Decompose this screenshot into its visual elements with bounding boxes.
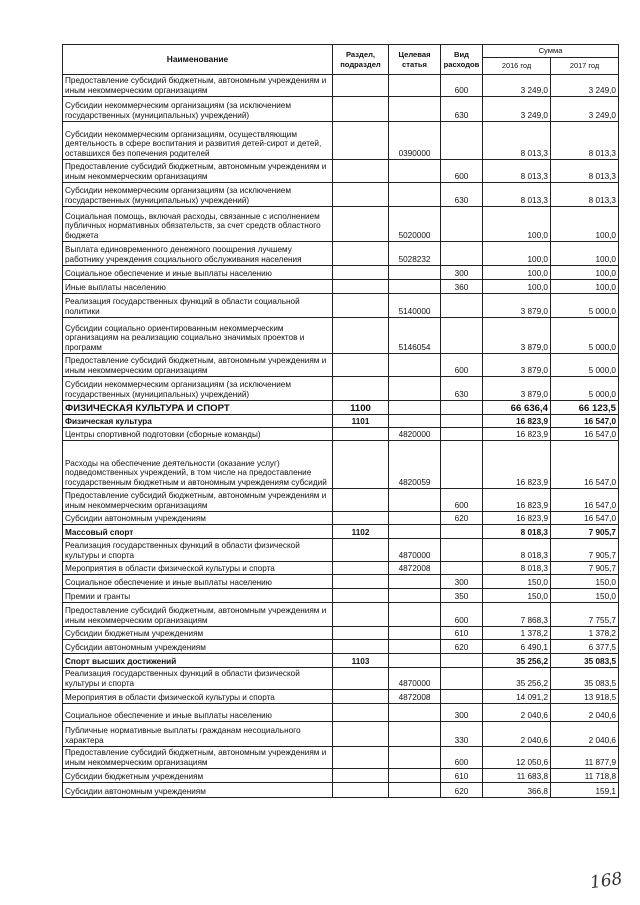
row-type: 300 [441, 575, 483, 589]
row-type: 630 [441, 183, 483, 207]
header-section: Раздел, подраздел [333, 45, 389, 75]
row-sum-2017: 66 123,5 [551, 401, 619, 415]
row-sum-2016: 100,0 [483, 266, 551, 280]
row-target: 5020000 [389, 207, 441, 242]
row-section [333, 377, 389, 401]
row-name: Центры спортивной подготовки (сборные команды) [63, 428, 333, 441]
row-name: Предоставление субсидий бюджетным, автономным учреждениям и иным некоммерческим организациям [63, 603, 333, 627]
header-target: Целевая статья [389, 45, 441, 75]
table-row [63, 589, 619, 603]
table-row [63, 354, 619, 377]
row-target [389, 160, 441, 183]
row-sum-2017: 11 718,8 [551, 769, 619, 783]
row-sum-2017: 6 377,5 [551, 640, 619, 654]
row-target: 5140000 [389, 294, 441, 318]
row-type: 300 [441, 266, 483, 280]
row-target [389, 603, 441, 627]
row-target [389, 512, 441, 525]
row-sum-2016: 8 018,3 [483, 562, 551, 575]
row-type: 600 [441, 489, 483, 512]
row-sum-2017: 16 547,0 [551, 441, 619, 489]
row-type: 610 [441, 627, 483, 640]
row-name: Реализация государственных функций в области физической культуры и спорта [63, 539, 333, 562]
budget-page [62, 44, 618, 798]
table-row [63, 575, 619, 589]
row-type: 350 [441, 589, 483, 603]
row-name: Реализация государственных функций в области социальной политики [63, 294, 333, 318]
row-sum-2016: 3 879,0 [483, 377, 551, 401]
row-name: Субсидии бюджетным учреждениям [63, 769, 333, 783]
row-sum-2017: 5 000,0 [551, 354, 619, 377]
row-type: 620 [441, 512, 483, 525]
row-sum-2017: 7 755,7 [551, 603, 619, 627]
table-row [63, 160, 619, 183]
row-type [441, 428, 483, 441]
row-sum-2017: 11 877,9 [551, 747, 619, 769]
row-type: 600 [441, 354, 483, 377]
row-sum-2017: 7 905,7 [551, 562, 619, 575]
row-type [441, 401, 483, 415]
row-sum-2017: 5 000,0 [551, 318, 619, 354]
row-sum-2016: 3 249,0 [483, 75, 551, 97]
row-target [389, 722, 441, 747]
row-sum-2017: 8 013,3 [551, 122, 619, 160]
row-type [441, 318, 483, 354]
row-section [333, 575, 389, 589]
row-type: 620 [441, 640, 483, 654]
row-sum-2016: 100,0 [483, 280, 551, 294]
row-sum-2016: 66 636,4 [483, 401, 551, 415]
row-sum-2017: 3 249,0 [551, 97, 619, 122]
row-name: Социальное обеспечение и иные выплаты населению [63, 575, 333, 589]
row-name: Субсидии бюджетным учреждениям [63, 627, 333, 640]
header-year-2017: 2017 год [551, 58, 619, 75]
row-target [389, 704, 441, 722]
row-sum-2016: 1 378,2 [483, 627, 551, 640]
row-section [333, 769, 389, 783]
row-name: Выплата единовременного денежного поощрения лучшему работнику учреждения социального обслуживания населения [63, 242, 333, 266]
row-section: 1100 [333, 401, 389, 415]
row-section [333, 97, 389, 122]
row-target [389, 627, 441, 640]
row-target [389, 401, 441, 415]
row-sum-2016: 366,8 [483, 783, 551, 798]
row-name: Субсидии некоммерческим организациям (за исключением государственных (муниципальных) учреждений) [63, 97, 333, 122]
header-name: Наименование [63, 45, 333, 75]
row-sum-2016: 16 823,9 [483, 441, 551, 489]
row-target [389, 589, 441, 603]
row-section: 1102 [333, 525, 389, 539]
table-row [63, 722, 619, 747]
row-sum-2016: 100,0 [483, 207, 551, 242]
row-sum-2017: 16 547,0 [551, 512, 619, 525]
row-section [333, 207, 389, 242]
row-sum-2016: 8 018,3 [483, 539, 551, 562]
row-section [333, 242, 389, 266]
row-section [333, 354, 389, 377]
row-section [333, 690, 389, 704]
row-target [389, 97, 441, 122]
row-sum-2016: 150,0 [483, 575, 551, 589]
table-row [63, 640, 619, 654]
table-row [63, 377, 619, 401]
row-sum-2017: 16 547,0 [551, 489, 619, 512]
table-row [63, 207, 619, 242]
row-type [441, 668, 483, 690]
row-sum-2016: 8 013,3 [483, 122, 551, 160]
table-row [63, 525, 619, 539]
row-name: Субсидии некоммерческим организациям (за исключением государственных (муниципальных) учреждений) [63, 183, 333, 207]
table-row [63, 280, 619, 294]
row-target [389, 377, 441, 401]
row-section [333, 441, 389, 489]
table-row [63, 401, 619, 415]
row-target: 4820059 [389, 441, 441, 489]
row-sum-2017: 8 013,3 [551, 160, 619, 183]
row-sum-2017: 13 918,5 [551, 690, 619, 704]
row-sum-2017: 5 000,0 [551, 377, 619, 401]
table-row [63, 690, 619, 704]
row-name: Социальная помощь, включая расходы, связанные с исполнением публичных нормативных обязательств, за счет средств областного бюджета [63, 207, 333, 242]
row-sum-2016: 16 823,9 [483, 489, 551, 512]
row-target [389, 747, 441, 769]
table-body [63, 75, 619, 798]
row-sum-2016: 3 879,0 [483, 294, 551, 318]
row-type: 620 [441, 783, 483, 798]
row-section [333, 747, 389, 769]
table-row [63, 441, 619, 489]
table-row [63, 654, 619, 668]
row-name: Иные выплаты населению [63, 280, 333, 294]
row-type: 630 [441, 377, 483, 401]
table-row [63, 75, 619, 97]
row-sum-2017: 2 040,6 [551, 704, 619, 722]
table-row [63, 183, 619, 207]
table-row [63, 539, 619, 562]
row-section [333, 589, 389, 603]
row-section [333, 704, 389, 722]
row-name: Расходы на обеспечение деятельности (оказание услуг) подведомственных учреждений, в том числе на предоставление государственным бюджетным и автономным учреждениям субсидий [63, 441, 333, 489]
row-type: 600 [441, 603, 483, 627]
row-target: 4820000 [389, 428, 441, 441]
row-name: Субсидии автономным учреждениям [63, 640, 333, 654]
row-section [333, 539, 389, 562]
row-type: 600 [441, 75, 483, 97]
row-target [389, 769, 441, 783]
row-target [389, 266, 441, 280]
budget-table [62, 44, 619, 798]
row-sum-2017: 5 000,0 [551, 294, 619, 318]
row-sum-2016: 16 823,9 [483, 428, 551, 441]
row-sum-2016: 16 823,9 [483, 512, 551, 525]
row-target: 4872008 [389, 562, 441, 575]
row-type: 360 [441, 280, 483, 294]
row-sum-2016: 35 256,2 [483, 668, 551, 690]
table-row [63, 266, 619, 280]
row-type [441, 654, 483, 668]
row-type [441, 690, 483, 704]
row-type: 630 [441, 97, 483, 122]
row-sum-2016: 11 683,8 [483, 769, 551, 783]
row-target [389, 354, 441, 377]
row-name: Предоставление субсидий бюджетным, автономным учреждениям и иным некоммерческим организациям [63, 489, 333, 512]
row-sum-2017: 8 013,3 [551, 183, 619, 207]
row-name: Предоставление субсидий бюджетным, автономным учреждениям и иным некоммерческим организациям [63, 75, 333, 97]
table-row [63, 704, 619, 722]
row-name: Субсидии некоммерческим организациям (за исключением государственных (муниципальных) учреждений) [63, 377, 333, 401]
row-sum-2016: 6 490,1 [483, 640, 551, 654]
row-name: Спорт высших достижений [63, 654, 333, 668]
row-sum-2016: 2 040,6 [483, 704, 551, 722]
row-sum-2016: 7 868,3 [483, 603, 551, 627]
row-section [333, 489, 389, 512]
table-row [63, 318, 619, 354]
row-target [389, 640, 441, 654]
row-section [333, 75, 389, 97]
row-type [441, 562, 483, 575]
row-name: Публичные нормативные выплаты гражданам несоциального характера [63, 722, 333, 747]
row-section [333, 603, 389, 627]
row-target [389, 654, 441, 668]
row-target: 0390000 [389, 122, 441, 160]
row-type: 600 [441, 747, 483, 769]
row-sum-2017: 35 083,5 [551, 654, 619, 668]
row-name: Предоставление субсидий бюджетным, автономным учреждениям и иным некоммерческим организациям [63, 747, 333, 769]
row-sum-2016: 12 050,6 [483, 747, 551, 769]
header-year-2016: 2016 год [483, 58, 551, 75]
row-name: Мероприятия в области физической культуры и спорта [63, 562, 333, 575]
table-row [63, 97, 619, 122]
row-sum-2016: 14 091,2 [483, 690, 551, 704]
table-row [63, 122, 619, 160]
row-type: 600 [441, 160, 483, 183]
row-sum-2016: 16 823,9 [483, 415, 551, 428]
row-name: Премии и гранты [63, 589, 333, 603]
row-name: Физическая культура [63, 415, 333, 428]
row-name: Социальное обеспечение и иные выплаты населению [63, 704, 333, 722]
row-name: Субсидии автономным учреждениям [63, 783, 333, 798]
row-type: 610 [441, 769, 483, 783]
row-section: 1103 [333, 654, 389, 668]
row-section [333, 160, 389, 183]
row-section [333, 722, 389, 747]
row-section [333, 318, 389, 354]
row-name: Субсидии автономным учреждениям [63, 512, 333, 525]
table-row [63, 627, 619, 640]
row-name: Массовый спорт [63, 525, 333, 539]
table-row [63, 512, 619, 525]
table-row [63, 428, 619, 441]
table-row [63, 783, 619, 798]
row-target [389, 280, 441, 294]
row-target: 5028232 [389, 242, 441, 266]
row-sum-2016: 100,0 [483, 242, 551, 266]
row-sum-2016: 3 879,0 [483, 354, 551, 377]
row-target [389, 415, 441, 428]
row-sum-2016: 8 018,3 [483, 525, 551, 539]
row-sum-2016: 3 249,0 [483, 97, 551, 122]
row-name: Реализация государственных функций в области физической культуры и спорта [63, 668, 333, 690]
row-target: 5146054 [389, 318, 441, 354]
row-target: 4870000 [389, 539, 441, 562]
row-target [389, 575, 441, 589]
table-row [63, 769, 619, 783]
row-target [389, 183, 441, 207]
row-section [333, 668, 389, 690]
row-sum-2017: 159,1 [551, 783, 619, 798]
row-section [333, 266, 389, 280]
row-section [333, 640, 389, 654]
row-target [389, 525, 441, 539]
row-type [441, 122, 483, 160]
row-type [441, 441, 483, 489]
row-type [441, 539, 483, 562]
table-row [63, 747, 619, 769]
row-type [441, 525, 483, 539]
row-name: Социальное обеспечение и иные выплаты населению [63, 266, 333, 280]
row-target [389, 75, 441, 97]
table-row [63, 603, 619, 627]
row-sum-2017: 2 040,6 [551, 722, 619, 747]
row-name: Предоставление субсидий бюджетным, автономным учреждениям и иным некоммерческим организациям [63, 354, 333, 377]
row-sum-2017: 1 378,2 [551, 627, 619, 640]
row-sum-2016: 8 013,3 [483, 183, 551, 207]
row-section [333, 122, 389, 160]
page-number: 168 [588, 868, 624, 894]
header-sum: Сумма [483, 45, 619, 58]
row-sum-2016: 2 040,6 [483, 722, 551, 747]
row-sum-2017: 100,0 [551, 280, 619, 294]
row-sum-2017: 16 547,0 [551, 428, 619, 441]
row-section [333, 294, 389, 318]
table-row [63, 294, 619, 318]
row-name: Предоставление субсидий бюджетным, автономным учреждениям и иным некоммерческим организациям [63, 160, 333, 183]
row-sum-2017: 35 083,5 [551, 668, 619, 690]
row-section [333, 280, 389, 294]
header-type: Вид расходов [441, 45, 483, 75]
row-sum-2017: 100,0 [551, 266, 619, 280]
row-name: Субсидии некоммерческим организациям, осуществляющим деятельность в сфере воспитания и развития детей-сирот и детей, оставшихся без попечения родителей [63, 122, 333, 160]
row-sum-2017: 150,0 [551, 575, 619, 589]
row-sum-2017: 100,0 [551, 207, 619, 242]
table-row [63, 242, 619, 266]
row-type [441, 207, 483, 242]
table-row [63, 489, 619, 512]
row-type [441, 415, 483, 428]
row-name: ФИЗИЧЕСКАЯ КУЛЬТУРА И СПОРТ [63, 401, 333, 415]
row-target [389, 783, 441, 798]
row-sum-2017: 100,0 [551, 242, 619, 266]
table-row [63, 415, 619, 428]
row-section [333, 562, 389, 575]
row-section [333, 512, 389, 525]
row-type: 330 [441, 722, 483, 747]
row-sum-2016: 8 013,3 [483, 160, 551, 183]
row-target [389, 489, 441, 512]
row-sum-2017: 3 249,0 [551, 75, 619, 97]
row-section: 1101 [333, 415, 389, 428]
row-type [441, 294, 483, 318]
row-sum-2017: 7 905,7 [551, 539, 619, 562]
row-sum-2016: 35 256,2 [483, 654, 551, 668]
row-section [333, 183, 389, 207]
row-sum-2017: 7 905,7 [551, 525, 619, 539]
row-section [333, 783, 389, 798]
table-row [63, 668, 619, 690]
row-sum-2016: 3 879,0 [483, 318, 551, 354]
row-section [333, 627, 389, 640]
row-section [333, 428, 389, 441]
row-sum-2017: 150,0 [551, 589, 619, 603]
row-name: Субсидии социально ориентированным некоммерческим организациям на реализацию социально значимых проектов и программ [63, 318, 333, 354]
row-sum-2016: 150,0 [483, 589, 551, 603]
row-type [441, 242, 483, 266]
row-sum-2017: 16 547,0 [551, 415, 619, 428]
row-name: Мероприятия в области физической культуры и спорта [63, 690, 333, 704]
row-type: 300 [441, 704, 483, 722]
row-target: 4870000 [389, 668, 441, 690]
table-row [63, 562, 619, 575]
row-target: 4872008 [389, 690, 441, 704]
